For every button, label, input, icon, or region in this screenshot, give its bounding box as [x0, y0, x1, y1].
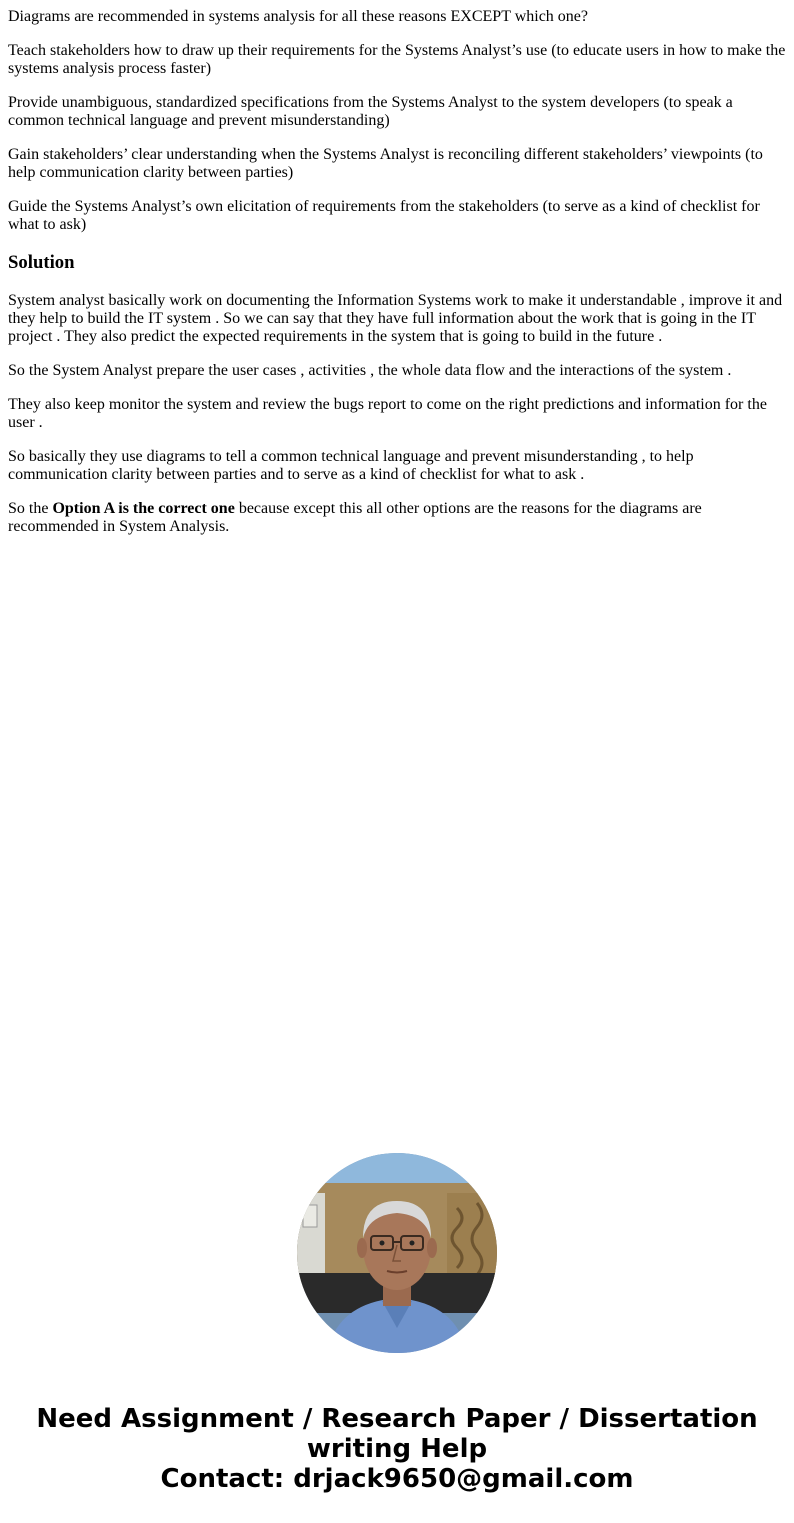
promo-line: Need Assignment / Research Paper / Dissertation — [36, 1404, 758, 1434]
solution-paragraph: So basically they use diagrams to tell a common technical language and prevent misunderstanding , to help communication clarity between parties and to serve as a kind of checklist for what to ask . — [8, 448, 694, 483]
conclusion-suffix: because except this all other options are the reasons for the diagrams are recommended in System Analysis. — [8, 500, 702, 535]
author-avatar — [297, 1153, 497, 1353]
promo-contact: Contact: drjack9650@gmail.com — [160, 1464, 634, 1494]
promo-line: writing Help — [306, 1434, 488, 1464]
solution-paragraph: So the System Analyst prepare the user cases , activities , the whole data flow and the interactions of the system . — [8, 362, 732, 379]
conclusion-prefix: So the — [8, 500, 53, 517]
option-c: Gain stakeholders’ clear understanding when the Systems Analyst is reconciling different stakeholders’ viewpoints (to help communication clarity between parties) — [8, 146, 763, 181]
solution-conclusion — [8, 500, 788, 536]
person-portrait-icon — [297, 1153, 497, 1353]
option-d: Guide the Systems Analyst’s own elicitation of requirements from the stakeholders (to serve as a kind of checklist for what to ask) — [8, 198, 760, 233]
solution-heading: Solution — [8, 252, 75, 273]
solution-paragraph: System analyst basically work on documenting the Information Systems work to make it understandable , improve it and they help to build the IT system . So we can say that they have full information about the work that is going in the IT project . They also predict the expected requirements in the system that is going to build in the future . — [8, 292, 783, 345]
conclusion-answer: Option A is the correct one — [52, 500, 235, 517]
option-a: Teach stakeholders how to draw up their requirements for the Systems Analyst’s use (to educate users in how to make the systems analysis process faster) — [8, 42, 786, 77]
option-b: Provide unambiguous, standardized specifications from the Systems Analyst to the system developers (to speak a common technical language and prevent misunderstanding) — [8, 94, 733, 129]
promo-banner — [0, 1404, 794, 1494]
question-stem: Diagrams are recommended in systems analysis for all these reasons EXCEPT which one? — [8, 8, 588, 25]
article — [8, 8, 788, 552]
solution-paragraph: They also keep monitor the system and review the bugs report to come on the right predictions and information for the user . — [8, 396, 767, 431]
